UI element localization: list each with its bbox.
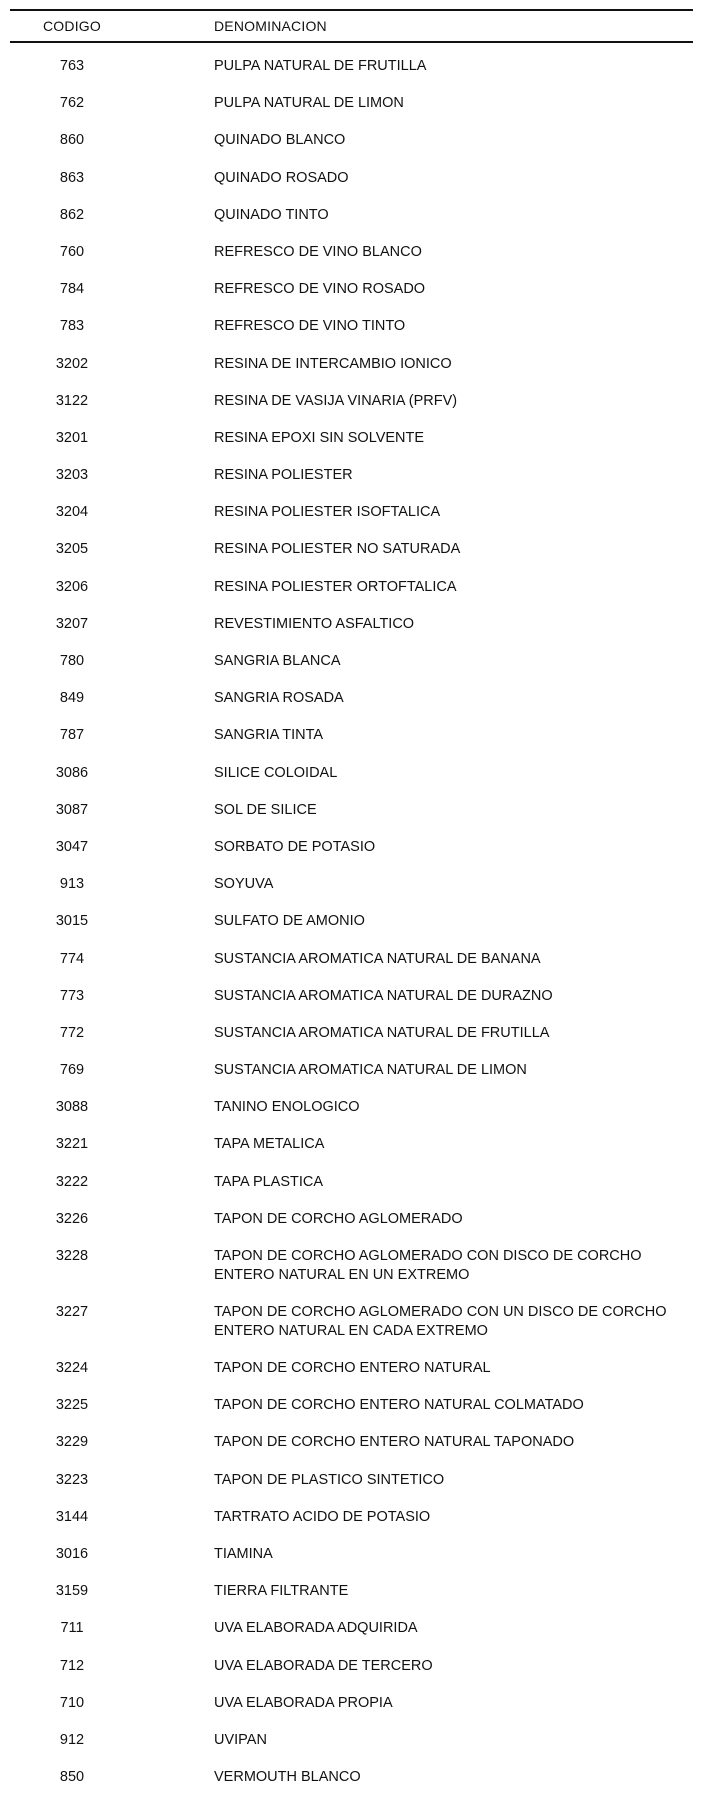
table-row bbox=[10, 1727, 693, 1764]
table-row bbox=[10, 127, 693, 164]
row-code: 710 bbox=[59, 1694, 85, 1711]
row-code: 3016 bbox=[55, 1545, 89, 1562]
row-denomination: REFRESCO DE VINO BLANCO bbox=[214, 243, 422, 260]
row-denomination: TAPA METALICA bbox=[214, 1136, 325, 1153]
table-row bbox=[10, 388, 693, 425]
table-row bbox=[10, 499, 693, 536]
table-row bbox=[10, 1169, 693, 1206]
table-row bbox=[10, 239, 693, 276]
row-code: 3015 bbox=[55, 913, 89, 930]
row-code: 783 bbox=[59, 318, 85, 335]
table-row bbox=[10, 1467, 693, 1504]
row-code: 3087 bbox=[55, 801, 89, 818]
header-code: CODIGO bbox=[43, 18, 101, 34]
row-code: 3203 bbox=[55, 467, 89, 484]
table-row bbox=[10, 1541, 693, 1578]
row-denomination: RESINA POLIESTER bbox=[214, 467, 353, 484]
table-row bbox=[10, 536, 693, 573]
row-code: 3228 bbox=[55, 1248, 89, 1264]
row-code: 3206 bbox=[55, 578, 89, 595]
row-denomination: RESINA POLIESTER ISOFTALICA bbox=[214, 504, 441, 521]
row-code: 3224 bbox=[55, 1360, 89, 1376]
table-row bbox=[10, 611, 693, 648]
row-code: 3201 bbox=[55, 429, 89, 446]
table-row bbox=[10, 1057, 693, 1094]
table-row bbox=[10, 202, 693, 239]
table-row bbox=[10, 685, 693, 722]
table-row bbox=[10, 165, 693, 202]
table-row bbox=[10, 53, 693, 90]
row-denomination: REFRESCO DE VINO TINTO bbox=[214, 318, 406, 335]
row-code: 780 bbox=[59, 653, 85, 669]
row-denomination: TIERRA FILTRANTE bbox=[214, 1583, 349, 1600]
row-denomination: SULFATO DE AMONIO bbox=[214, 913, 365, 930]
row-denomination: REFRESCO DE VINO ROSADO bbox=[214, 281, 426, 298]
row-code: 772 bbox=[59, 1024, 85, 1041]
row-code: 3221 bbox=[55, 1136, 89, 1153]
row-code: 3202 bbox=[55, 355, 89, 372]
row-code: 711 bbox=[60, 1620, 84, 1637]
row-code: 3207 bbox=[55, 615, 89, 632]
row-code: 774 bbox=[59, 950, 85, 967]
table-row bbox=[10, 946, 693, 983]
row-denomination: TAPON DE CORCHO ENTERO NATURAL bbox=[214, 1360, 491, 1376]
table-row bbox=[10, 1243, 693, 1299]
row-code: 850 bbox=[59, 1769, 85, 1786]
table-row bbox=[10, 1131, 693, 1168]
row-code: 3159 bbox=[55, 1583, 89, 1600]
row-denomination: TAPON DE CORCHO AGLOMERADO CON UN DISCO DE CORCHO ENTERO NATURAL EN CADA EXTREMO bbox=[214, 1304, 667, 1339]
table-row bbox=[10, 908, 693, 945]
row-code: 912 bbox=[59, 1731, 85, 1748]
table-row bbox=[10, 1429, 693, 1466]
row-denomination: TARTRATO ACIDO DE POTASIO bbox=[214, 1508, 431, 1525]
table-row bbox=[10, 574, 693, 611]
row-code: 3122 bbox=[55, 392, 89, 409]
row-code: 3222 bbox=[55, 1173, 89, 1190]
row-code: 3204 bbox=[55, 504, 89, 521]
row-code: 849 bbox=[59, 690, 85, 707]
row-code: 760 bbox=[59, 243, 85, 260]
row-code: 784 bbox=[59, 281, 85, 298]
row-denomination: UVIPAN bbox=[214, 1731, 267, 1748]
row-denomination: QUINADO BLANCO bbox=[214, 132, 346, 149]
row-code: 3088 bbox=[55, 1099, 89, 1116]
table-row bbox=[10, 1615, 693, 1652]
row-denomination: RESINA POLIESTER NO SATURADA bbox=[214, 541, 461, 558]
row-denomination: SUSTANCIA AROMATICA NATURAL DE BANANA bbox=[214, 950, 541, 967]
table-body bbox=[10, 53, 693, 1801]
row-denomination: QUINADO ROSADO bbox=[214, 169, 349, 186]
table-row bbox=[10, 425, 693, 462]
row-denomination: SANGRIA TINTA bbox=[214, 727, 324, 744]
table-row bbox=[10, 462, 693, 499]
row-denomination: TAPON DE CORCHO AGLOMERADO bbox=[214, 1210, 463, 1227]
table-row bbox=[10, 1764, 693, 1801]
table-row bbox=[10, 983, 693, 1020]
table-row bbox=[10, 90, 693, 127]
row-denomination: TAPON DE CORCHO ENTERO NATURAL TAPONADO bbox=[214, 1434, 575, 1451]
row-denomination: SOL DE SILICE bbox=[214, 801, 317, 818]
table-row bbox=[10, 1020, 693, 1057]
table-row bbox=[10, 1653, 693, 1690]
row-denomination: SORBATO DE POTASIO bbox=[214, 838, 376, 855]
row-code: 762 bbox=[59, 95, 85, 112]
row-code: 3144 bbox=[55, 1508, 89, 1525]
row-code: 769 bbox=[59, 1062, 85, 1079]
row-code: 3086 bbox=[55, 764, 89, 781]
row-code: 862 bbox=[59, 206, 85, 223]
row-code: 3226 bbox=[55, 1210, 89, 1227]
row-denomination: TAPON DE CORCHO ENTERO NATURAL COLMATADO bbox=[214, 1397, 584, 1414]
row-denomination: UVA ELABORADA DE TERCERO bbox=[214, 1657, 433, 1674]
row-code: 863 bbox=[59, 169, 85, 186]
table-row bbox=[10, 1299, 693, 1355]
row-denomination: REVESTIMIENTO ASFALTICO bbox=[214, 615, 415, 632]
row-code: 3227 bbox=[55, 1304, 89, 1320]
row-denomination: RESINA DE VASIJA VINARIA (PRFV) bbox=[214, 392, 458, 409]
row-denomination: RESINA DE INTERCAMBIO IONICO bbox=[214, 355, 452, 372]
row-code: 763 bbox=[59, 58, 85, 74]
row-denomination: SUSTANCIA AROMATICA NATURAL DE LIMON bbox=[214, 1062, 527, 1079]
row-denomination: SILICE COLOIDAL bbox=[214, 764, 338, 781]
row-denomination: SOYUVA bbox=[214, 876, 274, 893]
table-row bbox=[10, 1355, 693, 1392]
table-row bbox=[10, 1504, 693, 1541]
table-row bbox=[10, 760, 693, 797]
table-row bbox=[10, 276, 693, 313]
row-denomination: QUINADO TINTO bbox=[214, 206, 329, 223]
table-header bbox=[10, 9, 693, 43]
table-row bbox=[10, 722, 693, 759]
row-code: 3229 bbox=[55, 1434, 89, 1451]
row-denomination: SUSTANCIA AROMATICA NATURAL DE FRUTILLA bbox=[214, 1024, 550, 1041]
row-denomination: UVA ELABORADA ADQUIRIDA bbox=[214, 1620, 418, 1637]
row-denomination: SANGRIA BLANCA bbox=[214, 653, 341, 669]
table-row bbox=[10, 1206, 693, 1243]
row-denomination: TAPON DE PLASTICO SINTETICO bbox=[214, 1471, 445, 1488]
header-denomination: DENOMINACION bbox=[214, 18, 327, 34]
row-code: 3205 bbox=[55, 541, 89, 558]
row-denomination: RESINA POLIESTER ORTOFTALICA bbox=[214, 578, 457, 595]
row-denomination: VERMOUTH BLANCO bbox=[214, 1769, 361, 1786]
row-code: 773 bbox=[59, 987, 85, 1004]
row-denomination: TAPA PLASTICA bbox=[214, 1173, 324, 1190]
row-code: 787 bbox=[59, 727, 85, 744]
table-row bbox=[10, 871, 693, 908]
row-denomination: TAPON DE CORCHO AGLOMERADO CON DISCO DE CORCHO ENTERO NATURAL EN UN EXTREMO bbox=[214, 1248, 642, 1283]
row-code: 860 bbox=[59, 132, 85, 149]
row-denomination: TANINO ENOLOGICO bbox=[214, 1099, 360, 1116]
row-denomination: TIAMINA bbox=[214, 1545, 273, 1562]
row-denomination: PULPA NATURAL DE FRUTILLA bbox=[214, 58, 427, 74]
row-code: 712 bbox=[59, 1657, 85, 1674]
row-code: 3047 bbox=[55, 838, 89, 855]
table-row bbox=[10, 648, 693, 685]
table-row bbox=[10, 313, 693, 350]
row-denomination: PULPA NATURAL DE LIMON bbox=[214, 95, 404, 112]
row-code: 3223 bbox=[55, 1471, 89, 1488]
row-code: 913 bbox=[59, 876, 85, 893]
table-row bbox=[10, 1578, 693, 1615]
table-row bbox=[10, 1094, 693, 1131]
row-denomination: SUSTANCIA AROMATICA NATURAL DE DURAZNO bbox=[214, 987, 553, 1004]
row-denomination: UVA ELABORADA PROPIA bbox=[214, 1694, 393, 1711]
table-row bbox=[10, 1392, 693, 1429]
row-code: 3225 bbox=[55, 1397, 89, 1414]
row-denomination: RESINA EPOXI SIN SOLVENTE bbox=[214, 429, 425, 446]
table-row bbox=[10, 834, 693, 871]
table-row bbox=[10, 351, 693, 388]
row-denomination: SANGRIA ROSADA bbox=[214, 690, 344, 707]
table-row bbox=[10, 1690, 693, 1727]
table-row bbox=[10, 797, 693, 834]
